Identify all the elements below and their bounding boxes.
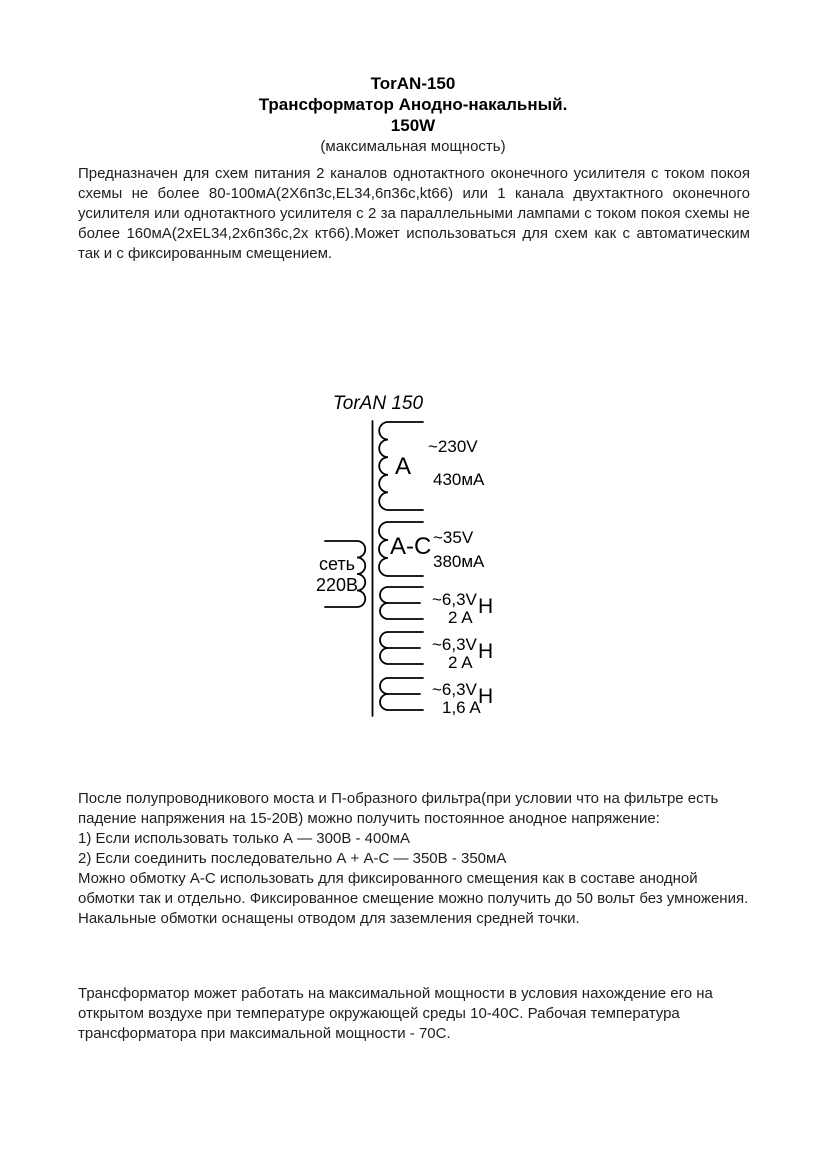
heater-winding-3-label: Н [478, 685, 494, 708]
intro-paragraph: Предназначен для схем питания 2 каналов однотактного оконечного усилителя с током покоя схемы не более 80-100мА(2Х6п3с,EL34,6п36с,kt66) или 1 канала двухтактного оконечного усилителя или однотактного усилителя с 2 за параллельными лампами с током покоя схемы не более 160мА(2хEL34,2х6п36с,2х кт66).Может использоваться для схем как с автоматическим так и с фиксированным смещением. [78, 165, 750, 262]
schematic-svg [310, 392, 520, 722]
winding-ac-current: 380мА [433, 552, 485, 571]
heater-winding-3-current: 1,6 A [442, 698, 481, 717]
note-line: После полупроводникового моста и П-образного фильтра(при условии что на фильтре есть падение напряжения на 15-20В) можно получить постоянное анодное напряжение: [78, 790, 719, 827]
operating-note: Трансформатор может работать на максимальной мощности в условия нахождение его на открытом воздухе при температуре окружающей среды 10-40С. Рабочая температура трансформатора при максимальной мощности - 70С. [78, 985, 713, 1042]
note-line: Накальные обмотки оснащены отводом для заземления средней точки. [78, 910, 580, 927]
subtitle: (максимальная мощность) [320, 138, 506, 155]
heater-winding-3-voltage: ~6,3V [432, 680, 477, 699]
winding-ac-label: A-C [390, 533, 432, 560]
winding-a-current: 430мА [433, 470, 485, 489]
power-rating: 150W [390, 116, 436, 135]
winding-a-label: A [395, 453, 412, 480]
note-line: 2) Если соединить последовательно А + А-С — 350В - 350мА [78, 850, 507, 867]
primary-winding-coil [325, 541, 365, 607]
heater-winding-1-label: Н [478, 595, 494, 618]
heater-winding-2-current: 2 A [448, 653, 473, 672]
winding-a-voltage: ~230V [428, 437, 478, 456]
primary-label: сеть [318, 554, 356, 574]
heater-winding-1-current: 2 A [448, 608, 473, 627]
model-title: TorAN-150 [370, 74, 456, 93]
note-line: 1) Если использовать только А — 300В - 400мА [78, 830, 411, 847]
doc-header [0, 73, 826, 157]
doc-title: Трансформатор Анодно-накальный. [258, 95, 568, 114]
note-line: Можно обмотку А-С использовать для фиксированного смещения как в составе анодной обмотки так и отдельно. Фиксированное смещение можно получить до 50 вольт без умножения. [78, 870, 749, 907]
diagram-title: TorAN 150 [332, 393, 424, 414]
winding-ac-voltage: ~35V [433, 528, 474, 547]
primary-voltage: 220В [315, 575, 359, 595]
heater-winding-2-label: Н [478, 640, 494, 663]
heater-winding-1-voltage: ~6,3V [432, 590, 477, 609]
transformer-schematic [310, 392, 520, 722]
heater-winding-2-voltage: ~6,3V [432, 635, 477, 654]
notes-section [78, 789, 754, 929]
